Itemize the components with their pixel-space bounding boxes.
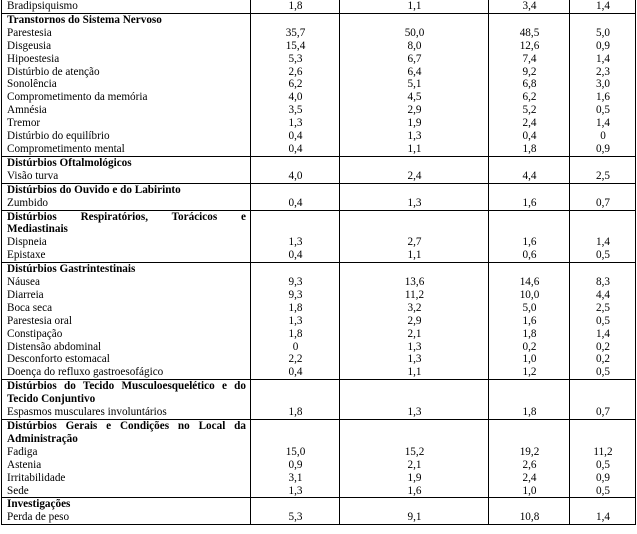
value-cell: 6,8 xyxy=(489,78,570,91)
value-cell: 2,4 xyxy=(489,472,570,485)
empty-cell xyxy=(340,420,489,446)
event-name-cell: Amnésia xyxy=(2,104,251,117)
value-cell: 0,7 xyxy=(570,406,636,419)
value-cell: 1,8 xyxy=(489,328,570,341)
value-cell: 0,4 xyxy=(251,366,340,379)
value-cell: 2,6 xyxy=(251,66,340,79)
value-cell: 0 xyxy=(251,341,340,354)
value-cell: 1,4 xyxy=(570,0,636,13)
event-name-cell: Distensão abdominal xyxy=(2,341,251,354)
value-cell: 6,2 xyxy=(251,78,340,91)
table-row xyxy=(2,249,636,262)
value-cell: 7,4 xyxy=(489,53,570,66)
value-cell: 1,1 xyxy=(340,143,489,156)
table-row xyxy=(2,328,636,341)
value-cell: 2,4 xyxy=(340,170,489,183)
table-row xyxy=(2,197,636,210)
empty-cell xyxy=(251,13,340,26)
event-name-cell: Perda de peso xyxy=(2,511,251,524)
empty-cell xyxy=(340,380,489,406)
value-cell: 0,2 xyxy=(570,341,636,354)
table-row xyxy=(2,236,636,249)
empty-cell xyxy=(570,13,636,26)
value-cell: 1,6 xyxy=(489,197,570,210)
table-row xyxy=(2,289,636,302)
value-cell: 0 xyxy=(570,130,636,143)
value-cell: 3,5 xyxy=(251,104,340,117)
event-name-cell: Sonolência xyxy=(2,78,251,91)
empty-cell xyxy=(340,183,489,196)
event-name-cell: Disgeusia xyxy=(2,40,251,53)
event-name-cell: Irritabilidade xyxy=(2,472,251,485)
table-row xyxy=(2,130,636,143)
value-cell: 1,4 xyxy=(570,117,636,130)
value-cell: 1,3 xyxy=(251,236,340,249)
value-cell: 2,5 xyxy=(570,302,636,315)
empty-cell xyxy=(340,498,489,511)
table-row xyxy=(2,341,636,354)
value-cell: 0,5 xyxy=(570,249,636,262)
value-cell: 10,0 xyxy=(489,289,570,302)
empty-cell xyxy=(251,183,340,196)
value-cell: 1,6 xyxy=(570,91,636,104)
adverse-events-table xyxy=(1,0,636,525)
value-cell: 6,7 xyxy=(340,53,489,66)
value-cell: 5,0 xyxy=(570,27,636,40)
event-name-cell: Desconforto estomacal xyxy=(2,353,251,366)
empty-cell xyxy=(570,156,636,169)
empty-cell xyxy=(570,210,636,236)
value-cell: 1,8 xyxy=(251,302,340,315)
value-cell: 6,4 xyxy=(340,66,489,79)
value-cell: 3,1 xyxy=(251,472,340,485)
empty-cell xyxy=(251,156,340,169)
value-cell: 1,8 xyxy=(251,406,340,419)
value-cell: 0,9 xyxy=(570,143,636,156)
table-row xyxy=(2,406,636,419)
value-cell: 1,0 xyxy=(489,485,570,498)
value-cell: 2,1 xyxy=(340,459,489,472)
table-row xyxy=(2,78,636,91)
value-cell: 15,2 xyxy=(340,446,489,459)
value-cell: 10,8 xyxy=(489,511,570,524)
empty-cell xyxy=(251,498,340,511)
value-cell: 6,2 xyxy=(489,91,570,104)
table-row xyxy=(2,315,636,328)
section-heading: Investigações xyxy=(2,498,251,511)
event-name-cell: Zumbido xyxy=(2,197,251,210)
value-cell: 12,6 xyxy=(489,40,570,53)
table-row xyxy=(2,66,636,79)
value-cell: 2,6 xyxy=(489,459,570,472)
section-heading: Distúrbios do Ouvido e do Labirinto xyxy=(2,183,251,196)
value-cell: 0,2 xyxy=(489,341,570,354)
value-cell: 4,5 xyxy=(340,91,489,104)
value-cell: 5,2 xyxy=(489,104,570,117)
table-row xyxy=(2,511,636,524)
empty-cell xyxy=(340,13,489,26)
value-cell: 0,2 xyxy=(570,353,636,366)
value-cell: 1,3 xyxy=(340,341,489,354)
empty-cell xyxy=(570,380,636,406)
value-cell: 0,9 xyxy=(251,459,340,472)
section-heading: Distúrbios Gerais e Condições no Local da Administração xyxy=(2,420,251,446)
value-cell: 1,4 xyxy=(570,236,636,249)
event-name-cell: Tremor xyxy=(2,117,251,130)
section-heading-row xyxy=(2,380,636,406)
value-cell: 9,3 xyxy=(251,289,340,302)
value-cell: 0,5 xyxy=(570,485,636,498)
empty-cell xyxy=(489,263,570,276)
event-name-cell: Astenia xyxy=(2,459,251,472)
section-heading: Distúrbios do Tecido Musculoesquelético e do Tecido Conjuntivo xyxy=(2,380,251,406)
value-cell: 0,4 xyxy=(251,197,340,210)
empty-cell xyxy=(570,183,636,196)
value-cell: 0,9 xyxy=(570,472,636,485)
value-cell: 3,2 xyxy=(340,302,489,315)
value-cell: 2,9 xyxy=(340,315,489,328)
value-cell: 1,3 xyxy=(251,117,340,130)
empty-cell xyxy=(489,498,570,511)
value-cell: 5,3 xyxy=(251,511,340,524)
empty-cell xyxy=(251,420,340,446)
value-cell: 1,3 xyxy=(340,197,489,210)
value-cell: 1,6 xyxy=(340,485,489,498)
table-row xyxy=(2,104,636,117)
value-cell: 0,5 xyxy=(570,459,636,472)
section-heading: Distúrbios Gastrintestinais xyxy=(2,263,251,276)
empty-cell xyxy=(570,420,636,446)
value-cell: 15,4 xyxy=(251,40,340,53)
empty-cell xyxy=(340,210,489,236)
value-cell: 14,6 xyxy=(489,276,570,289)
empty-cell xyxy=(489,420,570,446)
value-cell: 8,0 xyxy=(340,40,489,53)
value-cell: 1,6 xyxy=(489,315,570,328)
table-row xyxy=(2,353,636,366)
table-row xyxy=(2,446,636,459)
table-row xyxy=(2,276,636,289)
value-cell: 1,4 xyxy=(570,328,636,341)
table-row xyxy=(2,0,636,13)
table-row xyxy=(2,117,636,130)
value-cell: 0,5 xyxy=(570,104,636,117)
value-cell: 1,4 xyxy=(570,53,636,66)
value-cell: 4,0 xyxy=(251,170,340,183)
empty-cell xyxy=(570,263,636,276)
event-name-cell: Constipação xyxy=(2,328,251,341)
value-cell: 1,1 xyxy=(340,0,489,13)
value-cell: 8,3 xyxy=(570,276,636,289)
event-name-cell: Epistaxe xyxy=(2,249,251,262)
section-heading-row xyxy=(2,498,636,511)
value-cell: 1,0 xyxy=(489,353,570,366)
table-row xyxy=(2,459,636,472)
empty-cell xyxy=(489,183,570,196)
event-name-cell: Fadiga xyxy=(2,446,251,459)
value-cell: 9,2 xyxy=(489,66,570,79)
table-row xyxy=(2,27,636,40)
value-cell: 35,7 xyxy=(251,27,340,40)
event-name-cell: Hipoestesia xyxy=(2,53,251,66)
value-cell: 1,1 xyxy=(340,249,489,262)
value-cell: 2,1 xyxy=(340,328,489,341)
value-cell: 0,9 xyxy=(570,40,636,53)
value-cell: 9,1 xyxy=(340,511,489,524)
value-cell: 2,2 xyxy=(251,353,340,366)
section-heading-row xyxy=(2,13,636,26)
event-name-cell: Bradipsiquismo xyxy=(2,0,251,13)
value-cell: 1,1 xyxy=(340,366,489,379)
table-row xyxy=(2,53,636,66)
event-name-cell: Parestesia xyxy=(2,27,251,40)
value-cell: 1,3 xyxy=(251,485,340,498)
empty-cell xyxy=(489,210,570,236)
table-row xyxy=(2,302,636,315)
value-cell: 5,0 xyxy=(489,302,570,315)
value-cell: 4,4 xyxy=(489,170,570,183)
value-cell: 1,4 xyxy=(570,511,636,524)
empty-cell xyxy=(251,263,340,276)
value-cell: 1,2 xyxy=(489,366,570,379)
value-cell: 11,2 xyxy=(570,446,636,459)
value-cell: 1,8 xyxy=(489,143,570,156)
table-row xyxy=(2,366,636,379)
event-name-cell: Doença do refluxo gastroesofágico xyxy=(2,366,251,379)
value-cell: 1,3 xyxy=(251,315,340,328)
value-cell: 0,5 xyxy=(570,315,636,328)
value-cell: 50,0 xyxy=(340,27,489,40)
event-name-cell: Comprometimento da memória xyxy=(2,91,251,104)
table-row xyxy=(2,91,636,104)
section-heading-row xyxy=(2,183,636,196)
value-cell: 1,8 xyxy=(251,0,340,13)
value-cell: 2,5 xyxy=(570,170,636,183)
table-row xyxy=(2,40,636,53)
value-cell: 1,8 xyxy=(251,328,340,341)
value-cell: 2,9 xyxy=(340,104,489,117)
table-row xyxy=(2,170,636,183)
event-name-cell: Distúrbio do equilíbrio xyxy=(2,130,251,143)
value-cell: 0,4 xyxy=(251,249,340,262)
empty-cell xyxy=(251,380,340,406)
value-cell: 1,9 xyxy=(340,472,489,485)
value-cell: 2,7 xyxy=(340,236,489,249)
value-cell: 9,3 xyxy=(251,276,340,289)
event-name-cell: Espasmos musculares involuntários xyxy=(2,406,251,419)
table-row xyxy=(2,472,636,485)
value-cell: 3,0 xyxy=(570,78,636,91)
value-cell: 19,2 xyxy=(489,446,570,459)
value-cell: 11,2 xyxy=(340,289,489,302)
event-name-cell: Visão turva xyxy=(2,170,251,183)
event-name-cell: Comprometimento mental xyxy=(2,143,251,156)
section-heading: Distúrbios Respiratórios, Torácicos e Mediastinais xyxy=(2,210,251,236)
empty-cell xyxy=(489,13,570,26)
section-heading-row xyxy=(2,263,636,276)
table-body xyxy=(2,0,636,525)
section-heading-row xyxy=(2,156,636,169)
value-cell: 48,5 xyxy=(489,27,570,40)
empty-cell xyxy=(340,263,489,276)
value-cell: 1,6 xyxy=(489,236,570,249)
event-name-cell: Náusea xyxy=(2,276,251,289)
value-cell: 5,1 xyxy=(340,78,489,91)
table-row xyxy=(2,485,636,498)
event-name-cell: Sede xyxy=(2,485,251,498)
value-cell: 1,3 xyxy=(340,406,489,419)
value-cell: 0,7 xyxy=(570,197,636,210)
event-name-cell: Boca seca xyxy=(2,302,251,315)
value-cell: 5,3 xyxy=(251,53,340,66)
table-row xyxy=(2,143,636,156)
event-name-cell: Diarreia xyxy=(2,289,251,302)
value-cell: 3,4 xyxy=(489,0,570,13)
event-name-cell: Dispneia xyxy=(2,236,251,249)
section-heading-row xyxy=(2,210,636,236)
value-cell: 1,8 xyxy=(489,406,570,419)
value-cell: 1,3 xyxy=(340,130,489,143)
value-cell: 2,4 xyxy=(489,117,570,130)
value-cell: 1,3 xyxy=(340,353,489,366)
empty-cell xyxy=(340,156,489,169)
value-cell: 13,6 xyxy=(340,276,489,289)
empty-cell xyxy=(489,380,570,406)
value-cell: 4,4 xyxy=(570,289,636,302)
section-heading: Transtornos do Sistema Nervoso xyxy=(2,13,251,26)
value-cell: 1,9 xyxy=(340,117,489,130)
value-cell: 0,4 xyxy=(489,130,570,143)
event-name-cell: Parestesia oral xyxy=(2,315,251,328)
value-cell: 0,4 xyxy=(251,143,340,156)
value-cell: 0,4 xyxy=(251,130,340,143)
value-cell: 0,5 xyxy=(570,366,636,379)
empty-cell xyxy=(489,156,570,169)
event-name-cell: Distúrbio de atenção xyxy=(2,66,251,79)
value-cell: 15,0 xyxy=(251,446,340,459)
section-heading-row xyxy=(2,420,636,446)
empty-cell xyxy=(251,210,340,236)
value-cell: 2,3 xyxy=(570,66,636,79)
value-cell: 0,6 xyxy=(489,249,570,262)
value-cell: 4,0 xyxy=(251,91,340,104)
empty-cell xyxy=(570,498,636,511)
section-heading: Distúrbios Oftalmológicos xyxy=(2,156,251,169)
